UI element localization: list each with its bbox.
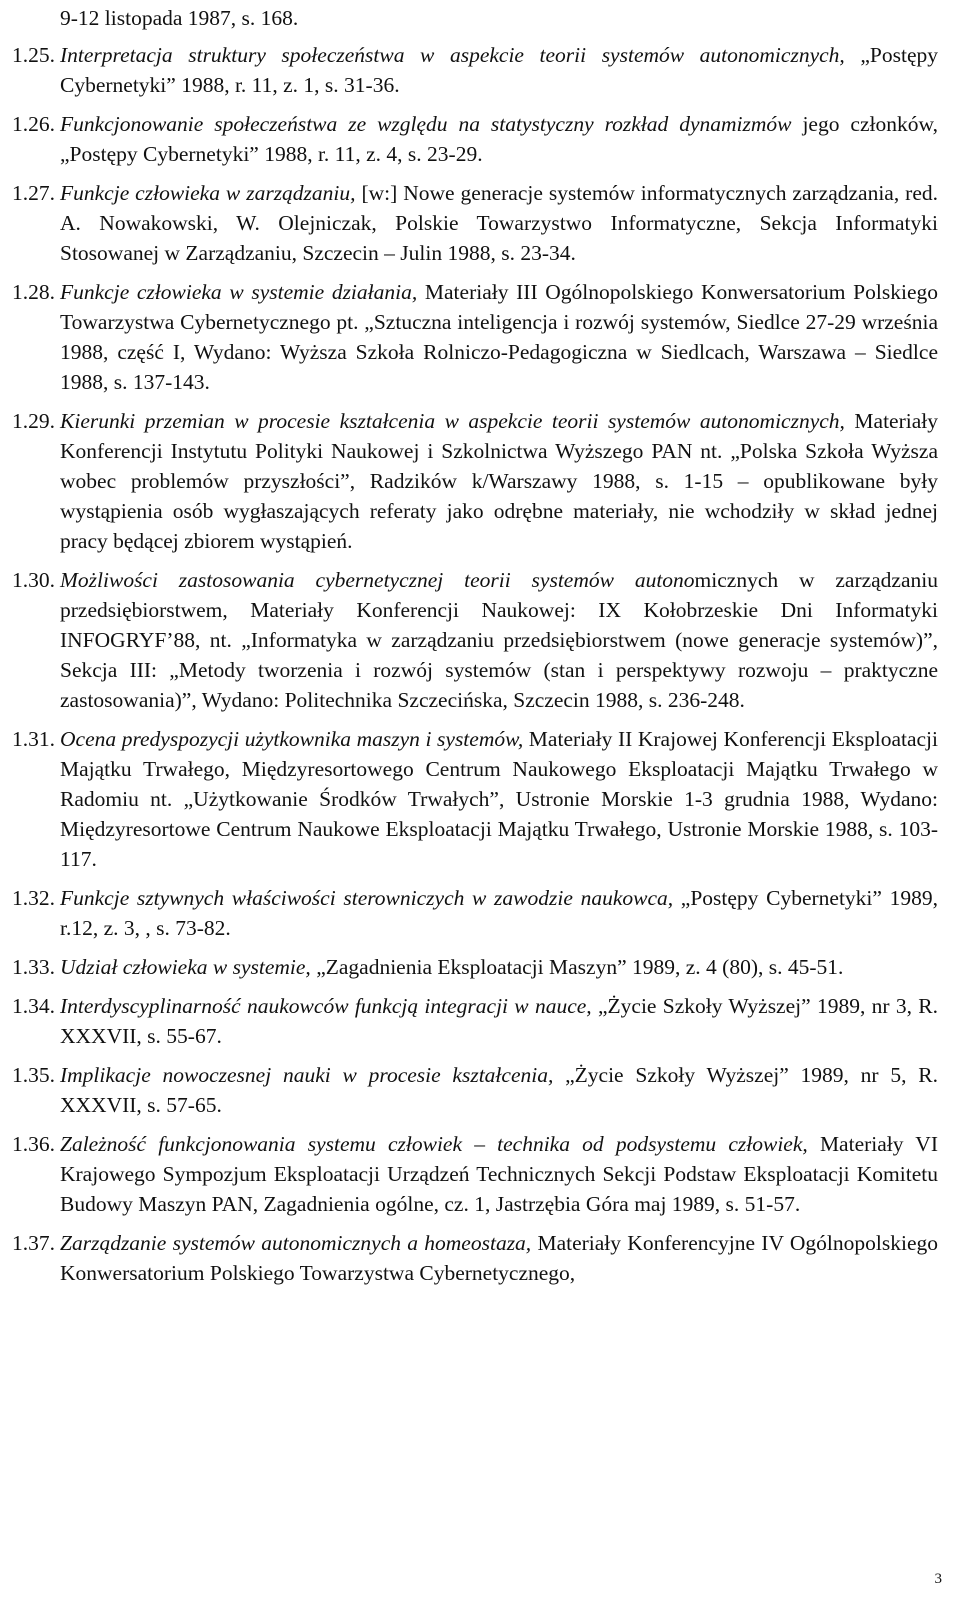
entry-text <box>60 991 938 1051</box>
entry-details: „Postępy Cybernetyki” 1989, r.12, z. 3, , s. 73-82. <box>60 886 938 940</box>
bibliography-entry <box>0 277 960 397</box>
entry-title: Udział człowieka w systemie, <box>60 955 311 979</box>
entry-number: 1.31. <box>12 727 55 751</box>
entry-text <box>60 178 938 268</box>
entry-details: micznych w zarządzaniu przedsiębiorstwem, Materiały Konferencji Naukowej: IX Kołobrzeskie Dni Informatyki INFOGRYF’88, nt. „Informatyka w zarządzaniu przedsiębiorstwem (nowe generacje systemów)”, Sekcja III: „Metody tworzenia i rozwój systemów (stan i perspektywy rozwoju – praktyczne zastosowania)”, Wydano: Politechnika Szczecińska, Szczecin 1988, s. 236-248. <box>60 568 938 712</box>
bibliography-entry <box>0 406 960 556</box>
entry-text <box>60 1228 938 1288</box>
entry-title: Interdyscyplinarność naukowców funkcją integracji w nauce, <box>60 994 592 1018</box>
bibliography-entry <box>0 991 960 1051</box>
entry-details: „Życie Szkoły Wyższej” 1989, nr 3, R. XXXVII, s. 55-67. <box>60 994 938 1048</box>
entry-title: Interpretacja struktury społeczeństwa w aspekcie teorii systemów autonomicznych, <box>60 43 845 67</box>
entry-title: Funkcje człowieka w systemie działania, <box>60 280 418 304</box>
entry-details: Materiały Konferencyjne IV Ogólnopolskiego Konwersatorium Polskiego Towarzystwa Cybernetycznego, <box>60 1231 938 1285</box>
entry-number: 1.27. <box>12 181 55 205</box>
entry-number: 1.30. <box>12 568 55 592</box>
bibliography-entry <box>0 178 960 268</box>
entry-title: Funkcje człowieka w zarządzaniu, <box>60 181 356 205</box>
entry-number: 1.35. <box>12 1063 55 1087</box>
entry-title: Ocena predyspozycji użytkownika maszyn i systemów, <box>60 727 524 751</box>
entry-number: 1.37. <box>12 1231 55 1255</box>
page-number: 3 <box>934 1571 942 1587</box>
entry-details: Materiały VI Krajowego Sympozjum Eksploatacji Urządzeń Technicznych Sekcji Podstaw Eksploatacji Komitetu Budowy Maszyn PAN, Zagadnienia ogólne, cz. 1, Jastrzębia Góra maj 1989, s. 51-57. <box>60 1132 938 1216</box>
entry-text <box>60 277 938 397</box>
entry-details: Materiały II Krajowej Konferencji Eksploatacji Majątku Trwałego, Międzyresortowego Centrum Naukowego Eksploatacji Majątku Trwałego w Radomiu nt. „Użytkowanie Środków Trwałych”, Ustronie Morskie 1-3 grudnia 1988, Wydano: Międzyresortowe Centrum Naukowe Eksploatacji Majątku Trwałego, Ustronie Morskie 1988, s. 103-117. <box>60 727 938 871</box>
entry-title: Możliwości zastosowania cybernetycznej teorii systemów autono <box>60 568 695 592</box>
bibliography-entry <box>0 109 960 169</box>
entry-number: 1.34. <box>12 994 55 1018</box>
bibliography-entry <box>0 883 960 943</box>
entry-details: Materiały III Ogólnopolskiego Konwersatorium Polskiego Towarzystwa Cybernetycznego pt. „Sztuczna inteligencja i rozwój systemów, Siedlce 27-29 września 1988, część I, Wydano: Wyższa Szkoła Rolniczo-Pedagogiczna w Siedlcach, Warszawa – Siedlce 1988, s. 137-143. <box>60 280 938 394</box>
entry-number: 1.25. <box>12 43 55 67</box>
entry-number: 1.36. <box>12 1132 55 1156</box>
bibliography-list <box>0 40 960 1297</box>
entry-details: „Postępy Cybernetyki” 1988, r. 11, z. 1, s. 31-36. <box>60 43 938 97</box>
entry-title: Funkcje sztywnych właściwości sterowniczych w zawodzie naukowca, <box>60 886 674 910</box>
bibliography-entry <box>0 952 960 982</box>
entry-title: Zależność funkcjonowania systemu człowiek – technika od podsystemu człowiek, <box>60 1132 808 1156</box>
entry-details: „Zagadnienia Eksploatacji Maszyn” 1989, z. 4 (80), s. 45-51. <box>310 955 844 979</box>
bibliography-entry <box>0 565 960 715</box>
entry-text <box>60 109 938 169</box>
entry-text <box>60 565 938 715</box>
entry-title: Implikacje nowoczesnej nauki w procesie kształcenia, <box>60 1063 554 1087</box>
entry-details: Materiały Konferencji Instytutu Polityki Naukowej i Szkolnictwa Wyższego PAN nt. „Polska Szkoła Wyższa wobec problemów przyszłości”, Radzików k/Warszawy 1988, s. 1-15 – opublikowane były wystąpienia osób wygłaszających referaty jako odrębne materiały, nie wchodziły w skład jednej pracy będącej zbiorem wystąpień. <box>60 409 938 553</box>
entry-text <box>60 40 938 100</box>
entry-number: 1.26. <box>12 112 55 136</box>
bibliography-entry <box>0 1060 960 1120</box>
entry-details: [w:] Nowe generacje systemów informatycznych zarządzania, red. A. Nowakowski, W. Olejniczak, Polskie Towarzystwo Informatyczne, Sekcja Informatyki Stosowanej w Zarządzaniu, Szczecin – Julin 1988, s. 23-34. <box>60 181 938 265</box>
entry-number: 1.32. <box>12 886 55 910</box>
entry-text <box>60 952 938 982</box>
continuation-line: 9-12 listopada 1987, s. 168. <box>60 6 299 30</box>
entry-text <box>60 1129 938 1219</box>
bibliography-entry <box>0 1228 960 1288</box>
entry-text <box>60 724 938 874</box>
entry-text <box>60 1060 938 1120</box>
entry-details: jego członków, „Postępy Cybernetyki” 1988, r. 11, z. 4, s. 23-29. <box>60 112 938 166</box>
entry-title: Kierunki przemian w procesie kształcenia w aspekcie teorii systemów autonomicznych, <box>60 409 845 433</box>
entry-text <box>60 406 938 556</box>
entry-text <box>60 883 938 943</box>
entry-details: „Życie Szkoły Wyższej” 1989, nr 5, R. XXXVII, s. 57-65. <box>60 1063 938 1117</box>
entry-number: 1.33. <box>12 955 55 979</box>
entry-number: 1.29. <box>12 409 55 433</box>
bibliography-entry <box>0 724 960 874</box>
entry-title: Funkcjonowanie społeczeństwa ze względu na statystyczny rozkład dynamizmów <box>60 112 792 136</box>
entry-title: Zarządzanie systemów autonomicznych a homeostaza, <box>60 1231 532 1255</box>
entry-number: 1.28. <box>12 280 55 304</box>
bibliography-entry <box>0 1129 960 1219</box>
bibliography-entry <box>0 40 960 100</box>
